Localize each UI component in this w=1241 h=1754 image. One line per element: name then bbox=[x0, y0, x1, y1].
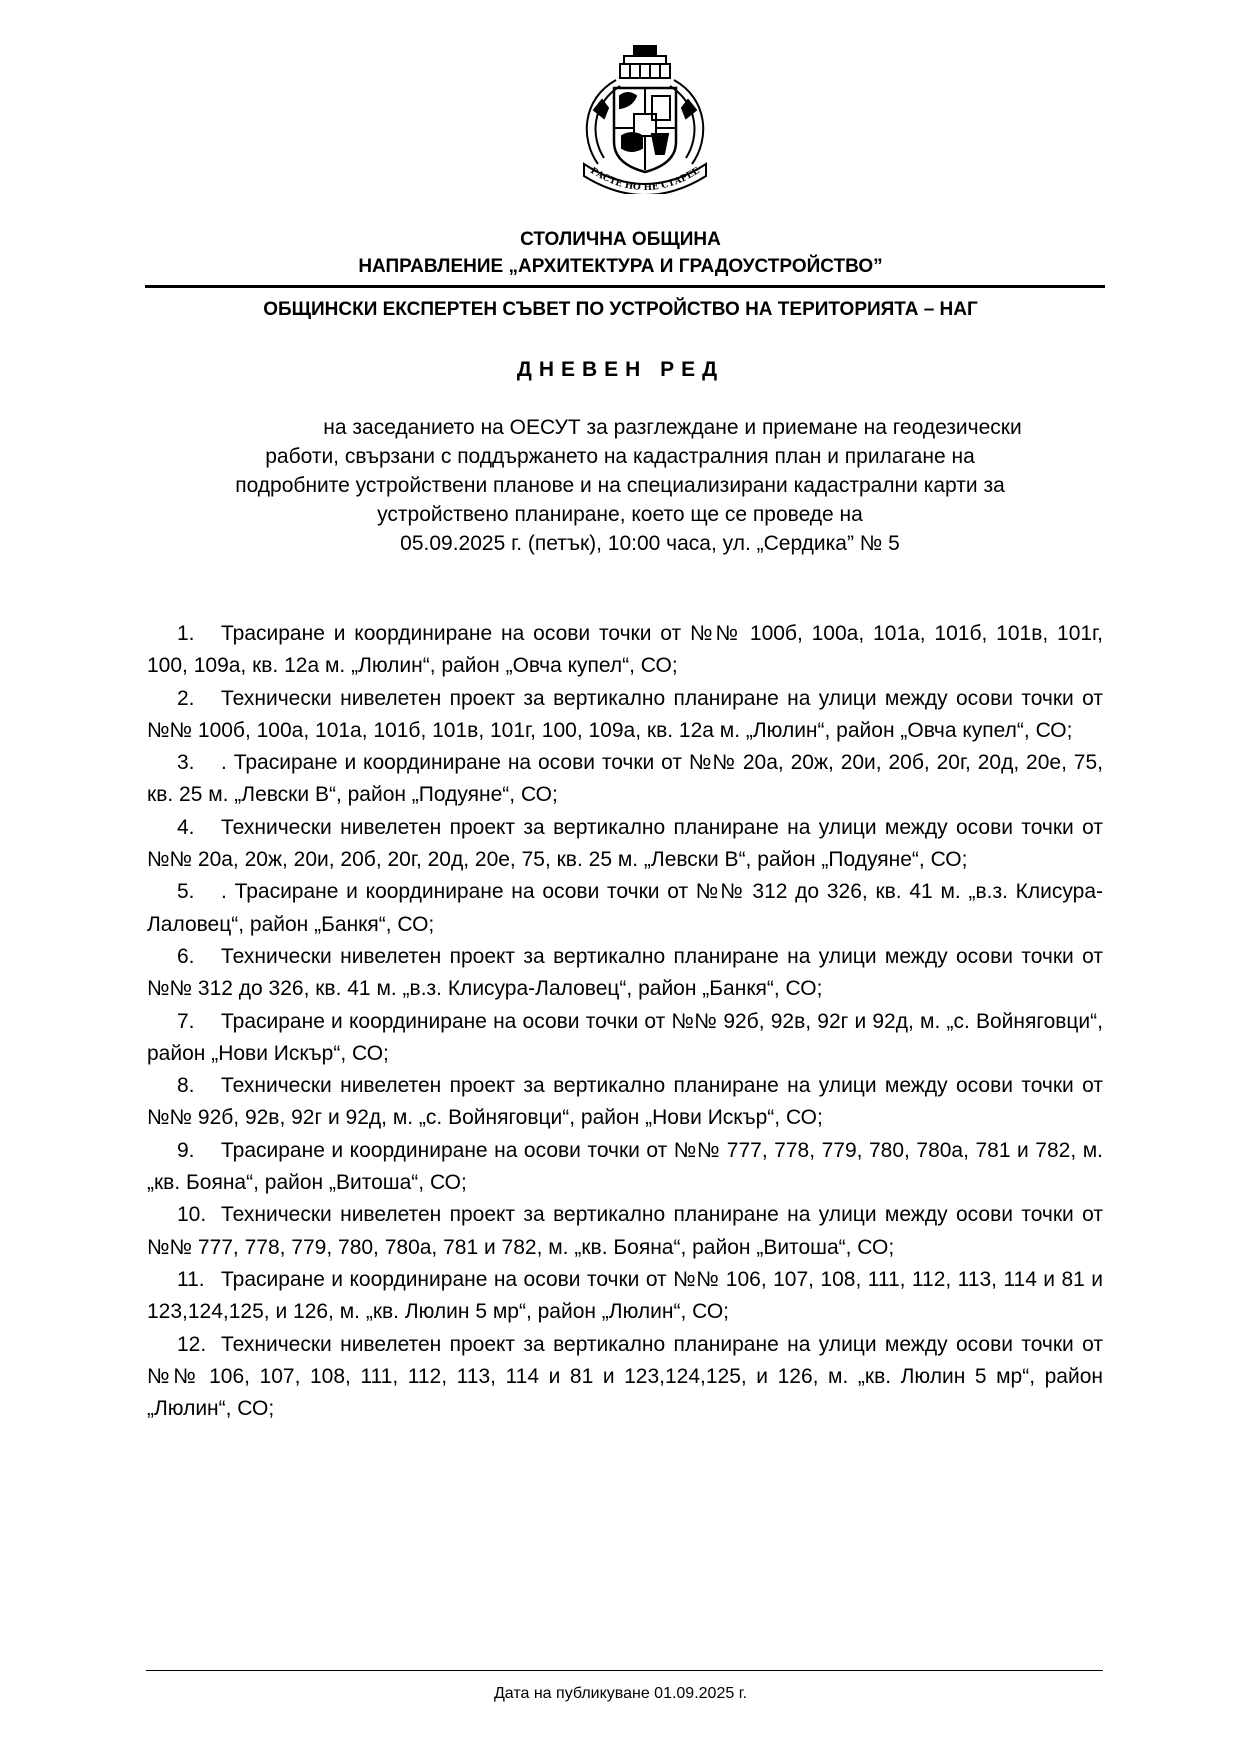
agenda-item-text: Технически нивелетен проект за вертикално планиране на улици между осови точки от №№ 777, 778, 779, 780, 780а, 781 и 782, м. „кв. Бояна“, район „Витоша“, СО; bbox=[147, 1203, 1103, 1259]
agenda-item bbox=[147, 1135, 1103, 1200]
footer-divider bbox=[146, 1670, 1103, 1671]
agenda-item-text: . Трасиране и координиране на осови точки от №№ 20а, 20ж, 20и, 20б, 20г, 20д, 20е, 75, кв. 25 м. „Левски В“, район „Подуяне“, СО; bbox=[147, 751, 1103, 807]
intro-paragraph bbox=[150, 413, 1090, 558]
agenda-item bbox=[147, 683, 1103, 748]
agenda-item bbox=[147, 747, 1103, 812]
agenda-item-number: 7. bbox=[177, 1009, 195, 1033]
agenda-item-number: 10. bbox=[177, 1203, 207, 1227]
agenda-item-text: Технически нивелетен проект за вертикално планиране на улици между осови точки от №№ 312 до 326, кв. 41 м. „в.з. Клисура-Лаловец“, район „Банкя“, СО; bbox=[147, 944, 1103, 1001]
council-name: ОБЩИНСКИ ЕКСПЕРТЕН СЪВЕТ ПО УСТРОЙСТВО НА ТЕРИТОРИЯТА – НАГ bbox=[263, 299, 978, 320]
agenda-item-text: Технически нивелетен проект за вертикално планиране на улици между осови точки от №№ 92б, 92в, 92г и 92д, м. „с. Войняговци“, район „Нови Искър“, СО; bbox=[147, 1074, 1103, 1130]
agenda-item bbox=[147, 618, 1103, 683]
intro-line: устройствено планиране, което ще се проведе на bbox=[377, 503, 863, 526]
agenda-item-number: 1. bbox=[177, 622, 195, 645]
document-title: ДНЕВЕН РЕД bbox=[516, 358, 725, 381]
agenda-item-text: Технически нивелетен проект за вертикално планиране на улици между осови точки от №№ 100б, 100а, 101а, 101б, 101в, 101г, 100, 109а, кв. 12а м. „Люлин“, район „Овча купел“, СО; bbox=[147, 686, 1103, 742]
intro-line: работи, свързани с поддържането на кадастралния план и прилагане на bbox=[265, 445, 975, 468]
header-divider bbox=[145, 285, 1105, 288]
agenda-item-text: Технически нивелетен проект за вертикално планиране на улици между осови точки от №№ 20а, 20ж, 20и, 20б, 20г, 20д, 20е, 75, кв. 25 м. „Левски В“, район „Подуяне“, СО; bbox=[147, 815, 1103, 872]
svg-text:РАСТЕ НО НЕ СТАРЕЕ bbox=[588, 166, 702, 193]
agenda-item-text: . Трасиране и координиране на осови точки от №№ 312 до 326, кв. 41 м. „в.з. Клисура-Лаловец“, район „Банкя“, СО; bbox=[147, 880, 1103, 936]
agenda-item-text: Трасиране и координиране на осови точки от №№ 100б, 100а, 101а, 101б, 101в, 101г, 100, 109а, кв. 12а м. „Люлин“, район „Овча купел“, СО; bbox=[147, 622, 1103, 678]
agenda-item-text: Трасиране и координиране на осови точки от №№ 92б, 92в, 92г и 92д, м. „с. Войняговци“, район „Нови Искър“, СО; bbox=[147, 1009, 1103, 1065]
agenda-item-number: 6. bbox=[177, 944, 195, 968]
agenda-item bbox=[147, 941, 1103, 1006]
agenda-item bbox=[147, 1329, 1103, 1426]
intro-line: подробните устройствени планове и на специализирани кадастрални карти за bbox=[235, 474, 1005, 497]
agenda-item-number: 5. bbox=[177, 880, 195, 904]
department-name: НАПРАВЛЕНИЕ „АРХИТЕКТУРА И ГРАДОУСТРОЙСТВО” bbox=[358, 256, 883, 277]
agenda-item bbox=[147, 1006, 1103, 1071]
agenda-item-text: Трасиране и координиране на осови точки от №№ 106, 107, 108, 111, 112, 113, 114 и 81 и 123,124,125, и 126, м. „кв. Люлин 5 мр“, район „Люлин“, СО; bbox=[147, 1267, 1103, 1324]
publication-date: Дата на публикуване 01.09.2025 г. bbox=[493, 1685, 748, 1702]
crest-motto-text: РАСТЕ НО НЕ СТАРЕЕ bbox=[588, 166, 702, 194]
agenda-item bbox=[147, 876, 1103, 941]
organization-name: СТОЛИЧНА ОБЩИНА bbox=[520, 229, 721, 250]
agenda-item bbox=[147, 1264, 1103, 1329]
agenda-item-number: 8. bbox=[177, 1074, 195, 1098]
agenda-item bbox=[147, 812, 1103, 877]
agenda-item-number: 9. bbox=[177, 1138, 195, 1162]
agenda-list bbox=[147, 618, 1103, 1425]
agenda-item-text: Технически нивелетен проект за вертикално планиране на улици между осови точки от №№ 106, 107, 108, 111, 112, 113, 114 и 81 и 123,124,125, и 126, м. „кв. Люлин 5 мр“, район „Люлин“, СО; bbox=[147, 1332, 1103, 1421]
sofia-coat-of-arms-logo bbox=[576, 44, 714, 194]
agenda-item bbox=[147, 1199, 1103, 1264]
intro-line: на заседанието на ОЕСУТ за разглеждане и приемане на геодезически bbox=[323, 416, 1022, 439]
agenda-item-number: 12. bbox=[177, 1332, 207, 1356]
agenda-item bbox=[147, 1070, 1103, 1135]
agenda-item-number: 4. bbox=[177, 815, 195, 839]
agenda-item-number: 2. bbox=[177, 686, 195, 710]
agenda-item-number: 11. bbox=[177, 1267, 205, 1291]
agenda-item-text: Трасиране и координиране на осови точки от №№ 777, 778, 779, 780, 780а, 781 и 782, м. „кв. Бояна“, район „Витоша“, СО; bbox=[147, 1138, 1103, 1195]
meeting-date-line: 05.09.2025 г. (петък), 10:00 часа, ул. „Сердика” № 5 bbox=[400, 532, 900, 555]
agenda-item-number: 3. bbox=[177, 751, 195, 775]
